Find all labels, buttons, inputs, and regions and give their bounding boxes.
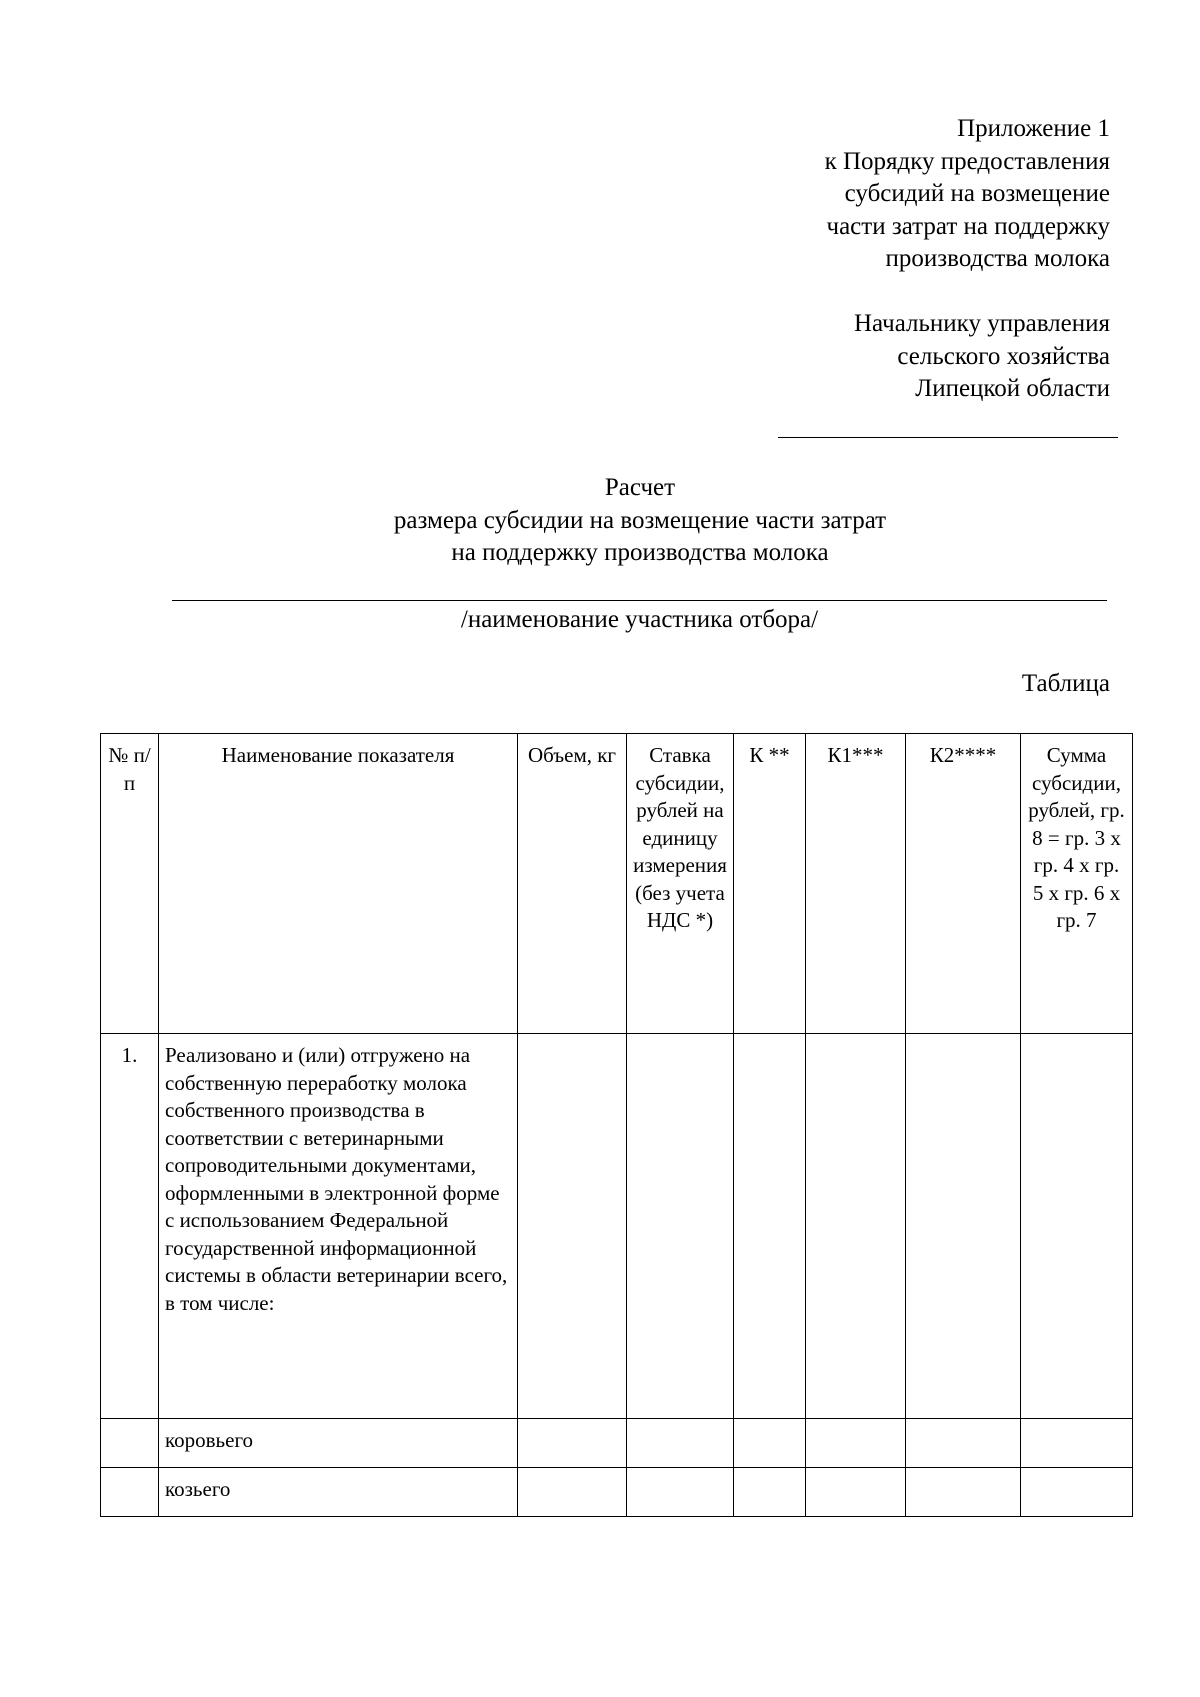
participant-caption: /наименование участника отбора/ bbox=[460, 606, 819, 633]
row-sum-cell bbox=[1021, 1034, 1133, 1419]
row-name-cell: коровьего bbox=[159, 1419, 518, 1468]
appendix-header bbox=[610, 113, 1110, 276]
header-cell-k: К ** bbox=[734, 734, 806, 1034]
table-header-row bbox=[101, 734, 1133, 1034]
document-title bbox=[170, 472, 1110, 570]
row-sum-cell bbox=[1021, 1468, 1133, 1517]
row-name-cell: козьего bbox=[159, 1468, 518, 1517]
header-cell-num: № п/п bbox=[101, 734, 159, 1034]
row-sum-cell bbox=[1021, 1419, 1133, 1468]
row-k1-cell bbox=[806, 1034, 906, 1419]
title-line: Расчет bbox=[604, 474, 676, 501]
header-cell-k2: К2**** bbox=[906, 734, 1021, 1034]
header-cell-rate: Ставка субсидии, рублей на единицу измерения (без учета НДС *) bbox=[627, 734, 734, 1034]
addressee-block bbox=[610, 308, 1110, 406]
table-row bbox=[101, 1419, 1133, 1468]
row-k-cell bbox=[734, 1419, 806, 1468]
header-cell-volume: Объем, кг bbox=[518, 734, 627, 1034]
participant-blank-line bbox=[172, 600, 1107, 601]
addressee-line: сельского хозяйства bbox=[897, 342, 1110, 370]
appendix-line: субсидий на возмещение bbox=[844, 180, 1110, 207]
header-cell-k1: К1*** bbox=[806, 734, 906, 1034]
row-volume-cell bbox=[518, 1034, 627, 1419]
table-caption: Таблица bbox=[1021, 670, 1110, 697]
title-line: на поддержку производства молока bbox=[451, 539, 829, 566]
table-row bbox=[101, 1468, 1133, 1517]
row-num-cell bbox=[101, 1468, 159, 1517]
appendix-line: Приложение 1 bbox=[957, 115, 1110, 142]
table-row bbox=[101, 1034, 1133, 1419]
row-k1-cell bbox=[806, 1468, 906, 1517]
row-volume-cell bbox=[518, 1468, 627, 1517]
addressee-line: Липецкой области bbox=[915, 375, 1110, 402]
row-rate-cell bbox=[627, 1419, 734, 1468]
appendix-line: части затрат на поддержку bbox=[826, 212, 1110, 240]
subsidy-table bbox=[100, 733, 1133, 1517]
row-k2-cell bbox=[906, 1419, 1021, 1468]
row-rate-cell bbox=[627, 1034, 734, 1419]
row-k-cell bbox=[734, 1468, 806, 1517]
row-k-cell bbox=[734, 1034, 806, 1419]
signature-blank-line bbox=[778, 437, 1118, 438]
addressee-line: Начальнику управления bbox=[854, 310, 1110, 337]
row-k2-cell bbox=[906, 1034, 1021, 1419]
appendix-line: к Порядку предоставления bbox=[824, 147, 1110, 175]
row-volume-cell bbox=[518, 1419, 627, 1468]
appendix-line: производства молока bbox=[885, 245, 1110, 272]
row-num-cell bbox=[101, 1419, 159, 1468]
header-cell-name: Наименование показателя bbox=[159, 734, 518, 1034]
row-k2-cell bbox=[906, 1468, 1021, 1517]
row-name-cell: Реализовано и (или) отгружено на собственную переработку молока собственного производства в соответствии с ветеринарными сопроводительными документами, оформленными в электронной форме с использованием Федеральной государственной информационной системы в области ветеринарии всего, в том числе: bbox=[159, 1034, 518, 1419]
title-line: размера субсидии на возмещение части затрат bbox=[393, 506, 887, 534]
row-num-cell: 1. bbox=[101, 1034, 159, 1419]
header-cell-sum: Сумма субсидии, рублей, гр. 8 = гр. 3 x гр. 4 x гр. 5 x гр. 6 x гр. 7 bbox=[1021, 734, 1133, 1034]
row-k1-cell bbox=[806, 1419, 906, 1468]
row-rate-cell bbox=[627, 1468, 734, 1517]
